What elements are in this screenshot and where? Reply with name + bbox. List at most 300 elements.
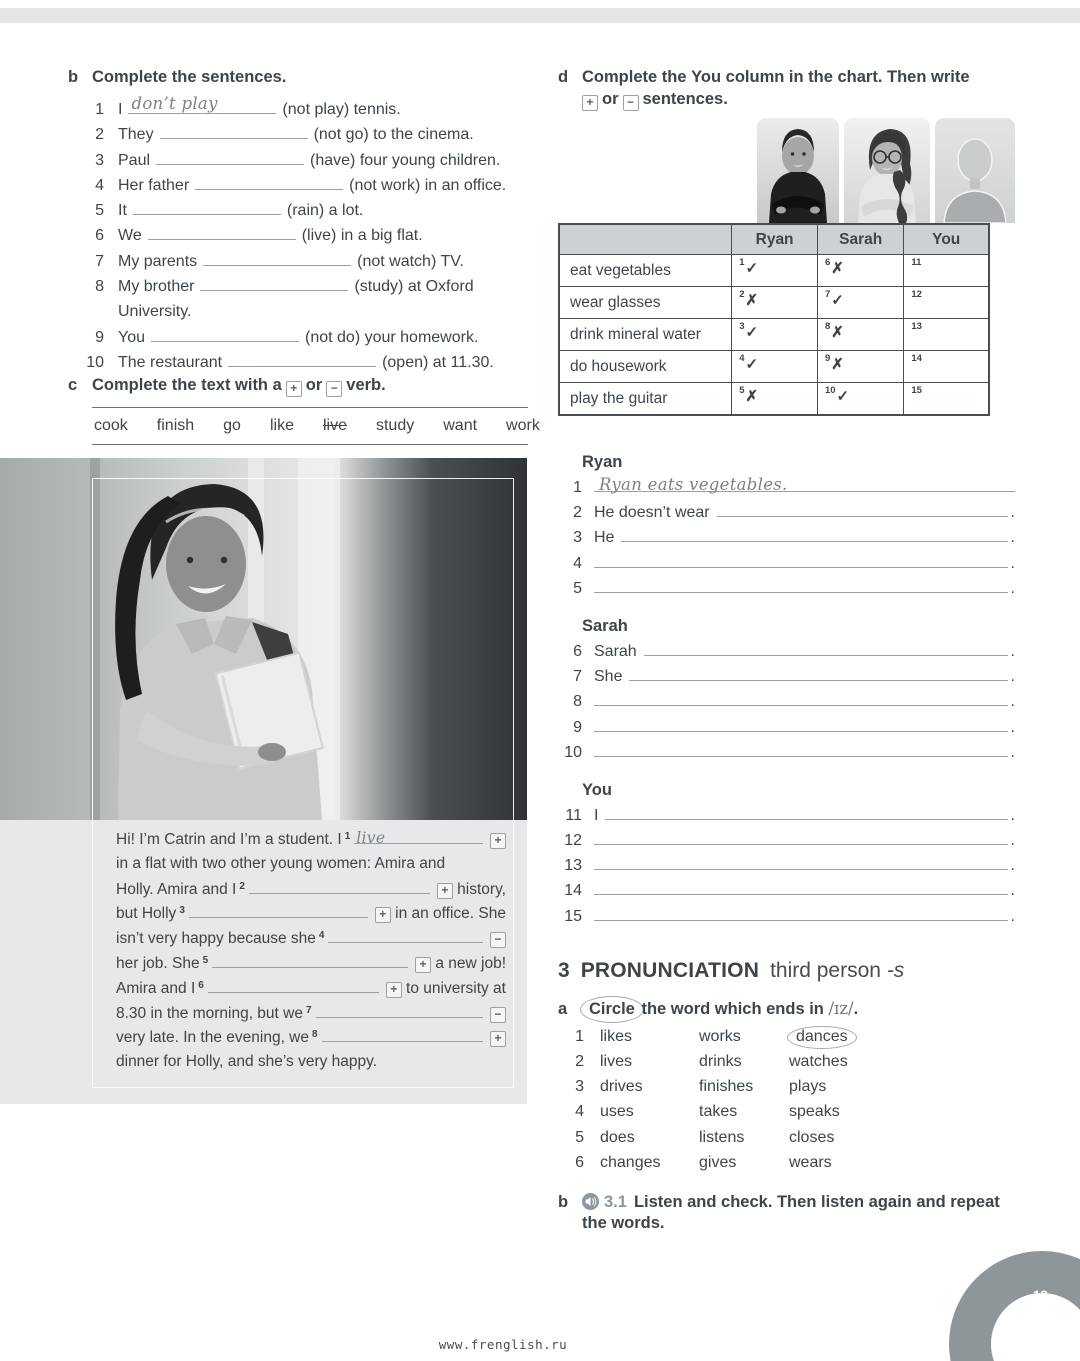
blank-number: 7: [305, 1004, 312, 1016]
pronunciation-word-rows: [558, 1028, 1015, 1179]
mark-number: 1: [739, 257, 745, 268]
section-3-heading: [558, 959, 1015, 983]
sentence-post: (rain) a lot.: [286, 202, 364, 220]
check-mark: ✓: [745, 260, 759, 278]
answer-blank[interactable]: [621, 528, 1007, 542]
sentence-pre: We: [118, 227, 142, 245]
check-mark: ✓: [745, 356, 759, 374]
answer-blank[interactable]: [594, 743, 1008, 757]
activity-cell: eat vegetables: [559, 255, 732, 287]
mark-number: 5: [739, 385, 745, 396]
answer-blank[interactable]: [594, 718, 1008, 732]
chart-photos-row: [558, 118, 1015, 223]
ryan-portrait-illustration: [757, 118, 839, 223]
answer-blank[interactable]: [156, 150, 304, 165]
paragraph-line: [116, 929, 506, 954]
answer-blank[interactable]: [151, 327, 299, 342]
table-row: [559, 383, 989, 416]
section-title: PRONUNCIATION: [580, 958, 760, 982]
footer-url: www.frenglish.ru: [438, 1337, 568, 1352]
mark-number: 8: [824, 321, 831, 332]
pronunciation-word[interactable]: [789, 1028, 1015, 1046]
sentence-post: (have) four young children.: [310, 151, 501, 169]
you-answer-cell[interactable]: [904, 319, 989, 351]
answer-blank[interactable]: [228, 352, 376, 367]
mark-cell: [732, 255, 818, 287]
answer-blank[interactable]: [594, 856, 1008, 870]
exercise-d-title-end: sentences.: [642, 90, 728, 108]
item-number: 8: [95, 278, 104, 296]
cross-mark: ✗: [831, 356, 844, 374]
mark-cell: [817, 287, 903, 319]
cross-mark: ✗: [831, 324, 844, 342]
paragraph-line: [116, 1004, 506, 1029]
check-mark: ✓: [831, 292, 844, 310]
paragraph-text: 8.30 in the morning, but we: [116, 1004, 303, 1022]
sentence-item: [558, 579, 1015, 604]
sentence-item: [68, 173, 528, 198]
exercise-c-label: c: [68, 376, 78, 394]
item-number: 6: [573, 642, 582, 660]
audio-speaker-icon[interactable]: [582, 1193, 599, 1210]
cross-mark: ✗: [745, 388, 759, 406]
answer-blank[interactable]: [354, 829, 483, 847]
mark-cell: [817, 255, 903, 287]
item-number: 3: [573, 529, 582, 547]
sentence-content: [118, 274, 528, 325]
sentence-item: [68, 249, 528, 274]
sentence-pre: My brother: [118, 278, 195, 296]
right-column: [558, 66, 1015, 1235]
item-number: 2: [573, 504, 582, 522]
photo-you-placeholder: [935, 118, 1015, 223]
handwritten-answer: live: [356, 829, 386, 847]
sentence-item: [68, 122, 528, 147]
exercise-d-title-pre: Complete the: [582, 68, 687, 86]
person-header-you: You: [904, 224, 989, 255]
answer-blank[interactable]: [189, 904, 368, 918]
sentence-end: .: [1010, 857, 1015, 875]
sentence-post: (not do) your homework.: [305, 328, 479, 346]
wordbank-word: like: [269, 417, 294, 434]
sentence-pre: She: [594, 668, 623, 686]
sentence-pre: Paul: [118, 151, 151, 169]
pronunciation-word[interactable]: closes: [789, 1128, 835, 1146]
item-number: 4: [95, 176, 104, 194]
mark-number: 15: [911, 385, 922, 396]
exercise-c-title-post: verb.: [346, 376, 386, 394]
exercise-b: [68, 66, 528, 375]
photo-ryan: [757, 118, 839, 223]
exercise-d-title: [582, 66, 970, 111]
plus-sign-box: +: [490, 1031, 506, 1047]
item-number: 7: [95, 252, 104, 270]
answer-blank[interactable]: [328, 929, 483, 943]
answer-blank[interactable]: [717, 503, 1008, 517]
section-subtitle: [770, 959, 904, 983]
blank-number: 8: [312, 1029, 318, 1041]
wordbank-word: work: [506, 417, 540, 434]
exercise-c-title: [92, 374, 386, 397]
sentence-end: .: [1010, 504, 1015, 522]
answer-blank[interactable]: [594, 475, 1015, 494]
sentence-pre: He doesn’t wear: [594, 504, 710, 522]
answer-blank[interactable]: [203, 251, 351, 266]
answer-blank[interactable]: [594, 554, 1008, 568]
activity-cell: drink mineral water: [559, 319, 732, 351]
you-answer-cell[interactable]: [904, 351, 989, 383]
paragraph-text: Amira and I: [116, 979, 196, 997]
blank-number: 4: [318, 930, 325, 942]
sentence-item: [68, 198, 528, 223]
wordbank-word: cook: [94, 417, 128, 434]
activity-cell: play the guitar: [559, 383, 732, 416]
pronunciation-word[interactable]: lives: [600, 1053, 633, 1070]
pronunciation-word[interactable]: gives: [699, 1153, 737, 1171]
sentence-item: [558, 667, 1015, 692]
sentence-post: (study) at Oxford University.: [118, 278, 474, 321]
item-number: 10: [86, 353, 104, 371]
wordbank-word: study: [375, 417, 415, 434]
wordbank-word: finish: [156, 417, 195, 434]
item-number: 3: [95, 151, 104, 169]
paragraph-text: Holly. Amira and I: [116, 880, 237, 898]
pronunciation-row: [558, 1078, 1015, 1103]
exercise-d-title-mid: or: [602, 90, 619, 108]
answer-blank[interactable]: [322, 1028, 483, 1042]
sentence-post: (not work) in an office.: [349, 176, 507, 194]
pronunciation-word[interactable]: drinks: [699, 1053, 742, 1070]
plus-sign-box: +: [375, 907, 391, 923]
pronunciation-row: [558, 1129, 1015, 1154]
circle-word: Circle: [580, 996, 644, 1023]
item-number: 4: [573, 554, 582, 572]
student-photo-illustration: [0, 458, 527, 820]
pronunciation-word[interactable]: wears: [789, 1153, 832, 1171]
sentence-pre: They: [118, 126, 154, 144]
item-number: 8: [573, 693, 582, 711]
person-header-sarah: Sarah: [817, 224, 903, 255]
blank-number: 1: [344, 831, 351, 842]
activity-header-cell: [559, 224, 732, 255]
paragraph-line: [116, 855, 506, 880]
exercise-d-label: d: [558, 68, 569, 86]
sentence-post: (not go) to the cinema.: [313, 126, 474, 144]
pronunciation-word[interactable]: drives: [600, 1078, 643, 1096]
answer-blank[interactable]: [594, 692, 1008, 706]
sentence-end: .: [1010, 907, 1015, 925]
exercise-3a-label: a: [558, 999, 568, 1018]
paragraph-line: [116, 979, 506, 1004]
sentence-pre: He: [594, 529, 615, 547]
exercise-c-title-pre: Complete the text with a: [92, 376, 282, 394]
item-number: 2: [575, 1053, 584, 1070]
sentence-item: [68, 223, 528, 248]
answer-blank[interactable]: [316, 1004, 483, 1018]
wordbank-word: live: [322, 417, 347, 434]
sentence-content: [118, 198, 528, 223]
sentence-pre: You: [118, 328, 145, 346]
paragraph-text: isn’t very happy because she: [116, 930, 316, 948]
mark-number: 2: [739, 289, 745, 300]
word-bank: [92, 407, 540, 445]
item-number: 9: [95, 328, 104, 346]
pronunciation-word[interactable]: takes: [699, 1103, 738, 1121]
sentence-end: .: [1010, 642, 1015, 660]
answer-blank[interactable]: [200, 276, 348, 291]
section-subtitle-suffix: -s: [886, 958, 905, 982]
exercise-b-label: b: [68, 68, 79, 86]
plus-sign-box: +: [386, 982, 402, 998]
sentence-item: [558, 831, 1015, 856]
sentence-end: .: [1010, 693, 1015, 711]
mark-number: 13: [911, 321, 922, 332]
answer-blank[interactable]: [128, 93, 276, 114]
sentence-end: .: [1010, 806, 1015, 824]
pronunciation-word[interactable]: does: [600, 1128, 635, 1146]
mark-cell: [732, 319, 818, 351]
exercise-d-title-line2: [582, 88, 970, 111]
sentence-content: [118, 173, 528, 198]
pronunciation-word[interactable]: likes: [600, 1027, 633, 1045]
paragraph-line: [116, 1028, 506, 1053]
sentence-pre: My parents: [118, 252, 198, 270]
activity-cell: wear glasses: [559, 287, 732, 319]
mark-number: 9: [824, 353, 831, 364]
page-number-ring: [949, 1251, 1080, 1361]
plus-sign-box: +: [437, 883, 453, 899]
group-heading: Sarah: [582, 616, 628, 635]
plus-sign-box: +: [490, 833, 506, 849]
exercise-3b-instruction: [582, 1192, 1015, 1235]
sentence-group-you: [558, 781, 1015, 932]
table-row: [559, 287, 989, 319]
paragraph-text: in a flat with two other young women: Amira and: [116, 854, 446, 872]
sentence-end: .: [1010, 579, 1015, 597]
answer-blank[interactable]: [594, 907, 1008, 921]
group-heading: You: [582, 780, 612, 799]
sentence-post: (not play) tennis.: [282, 101, 401, 118]
pronunciation-word[interactable]: uses: [600, 1103, 634, 1121]
you-answer-cell[interactable]: [904, 287, 989, 319]
paragraph-text: dinner for Holly, and she’s very happy.: [116, 1053, 378, 1071]
sentence-item: [68, 148, 528, 173]
exercise-d-title-line1: [582, 66, 970, 88]
pronunciation-word[interactable]: watches: [789, 1053, 848, 1070]
sentence-pre: It: [118, 202, 127, 220]
item-number: 5: [573, 579, 582, 597]
sentence-item: [558, 475, 1015, 503]
item-number: 1: [95, 101, 104, 118]
answer-blank[interactable]: [629, 667, 1007, 681]
paragraph-text: very late. In the evening, we: [116, 1029, 310, 1047]
blank-number: 6: [198, 979, 204, 991]
answer-blank[interactable]: [133, 200, 281, 215]
exercise-d-title-you: You: [691, 68, 722, 86]
sentence-item: [558, 718, 1015, 743]
check-mark: ✓: [745, 324, 759, 342]
sentence-item: [68, 274, 528, 325]
paragraph-line: [116, 830, 506, 855]
wordbank-word: go: [223, 417, 241, 434]
exercise-c-photo-block: [0, 458, 527, 1104]
item-number: 2: [95, 126, 104, 144]
sentence-post: (open) at 11.30.: [382, 353, 494, 371]
sentence-item: [558, 856, 1015, 881]
minus-sign-box: −: [490, 932, 506, 948]
item-number: 1: [573, 479, 582, 496]
pronunciation-word[interactable]: listens: [699, 1128, 745, 1146]
pronunciation-word[interactable]: works: [699, 1027, 741, 1045]
person-header-ryan: Ryan: [732, 224, 818, 255]
sentence-item: [558, 806, 1015, 831]
sentence-post: (live) in a big flat.: [301, 227, 423, 245]
mark-number: 14: [911, 353, 922, 364]
audio-track-number: 3.1: [604, 1192, 627, 1211]
item-number: 13: [564, 857, 582, 875]
sentence-pre: Sarah: [594, 642, 637, 660]
d-sentence-groups: [558, 453, 1015, 932]
exercise-b-title: Complete the sentences.: [92, 68, 287, 86]
mark-cell: [817, 383, 903, 416]
sentence-content: [118, 249, 528, 274]
answer-blank[interactable]: [594, 881, 1008, 895]
section-subtitle-text: third person: [770, 958, 881, 982]
sentence-pre: I: [594, 806, 599, 824]
sentence-content: [118, 122, 528, 147]
sentence-item: [558, 692, 1015, 717]
sentence-content: [118, 148, 528, 173]
you-answer-cell[interactable]: [904, 255, 989, 287]
pronunciation-word[interactable]: plays: [789, 1078, 827, 1096]
blank-number: 3: [179, 905, 185, 917]
exercise-b-items: [68, 93, 528, 375]
item-number: 7: [573, 668, 582, 686]
blank-number: 2: [239, 880, 245, 892]
paragraph-text: history,: [452, 880, 506, 898]
cross-mark: ✗: [831, 260, 844, 278]
item-number: 12: [564, 832, 582, 850]
section-number: 3: [558, 958, 570, 982]
exercise-c-paragraph: [116, 830, 506, 1078]
item-number: 6: [95, 227, 104, 245]
sentence-item: [68, 325, 528, 350]
student-photo: [0, 458, 527, 820]
item-number: 4: [575, 1103, 584, 1121]
answer-blank[interactable]: [148, 225, 296, 240]
item-number: 5: [575, 1128, 584, 1146]
chart-table-head: [559, 224, 989, 255]
pronunciation-row: [558, 1154, 1015, 1179]
exercise-3b-label: b: [558, 1192, 569, 1211]
sentence-post: (not watch) TV.: [357, 252, 464, 270]
answer-blank[interactable]: [195, 175, 343, 190]
sentence-end: .: [1010, 832, 1015, 850]
sentence-item: [68, 93, 528, 122]
sentence-item: [558, 743, 1015, 768]
paragraph-text: to university at: [401, 979, 506, 997]
mark-number: 4: [739, 353, 745, 364]
page-number: 19: [1033, 1288, 1049, 1303]
answer-blank[interactable]: [208, 979, 379, 993]
paragraph-line: [116, 954, 506, 979]
sentence-end: .: [1010, 882, 1015, 900]
minus-sign-box: −: [623, 95, 639, 111]
exercise-d-head: [558, 66, 1015, 111]
exercise-d-title-post: column in the chart. Then write: [725, 68, 970, 86]
exercise-3b-text: Listen and check. Then listen again and repeat the words.: [582, 1192, 1000, 1233]
paragraph-line: [116, 880, 506, 905]
chart-table-body: [559, 255, 989, 416]
answer-blank[interactable]: [249, 880, 430, 894]
exercise-c-text-panel: [0, 820, 527, 1104]
mark-cell: [817, 319, 903, 351]
item-number: 11: [565, 806, 582, 824]
sentence-content: [118, 223, 528, 248]
sentence-pre: Her father: [118, 176, 190, 194]
you-answer-cell[interactable]: [904, 383, 989, 416]
pronunciation-word[interactable]: speaks: [789, 1103, 840, 1121]
exercise-3a: [558, 998, 1015, 1179]
paragraph-text: Hi! I’m Catrin and I’m a student. I: [116, 831, 342, 848]
answer-blank[interactable]: [160, 124, 308, 139]
paragraph-text: her job. She: [116, 954, 200, 972]
sentence-content: [118, 93, 528, 122]
ipa-iz: /ɪz/: [828, 998, 854, 1018]
sentence-item: [558, 642, 1015, 667]
item-number: 3: [575, 1078, 584, 1096]
answer-blank[interactable]: [644, 642, 1008, 656]
sentence-item: [558, 554, 1015, 579]
answer-blank[interactable]: [594, 579, 1008, 593]
sentence-item: [558, 528, 1015, 553]
pronunciation-word[interactable]: changes: [600, 1153, 661, 1171]
sarah-portrait-illustration: [844, 118, 930, 223]
sentence-end: .: [1010, 554, 1015, 572]
item-number: 14: [564, 882, 582, 900]
item-number: 15: [564, 907, 582, 925]
table-row: [559, 255, 989, 287]
pronunciation-row: [558, 1103, 1015, 1128]
answer-blank[interactable]: [605, 806, 1007, 820]
answer-blank[interactable]: [594, 831, 1008, 845]
mark-number: 6: [824, 257, 831, 268]
mark-cell: [732, 287, 818, 319]
sentence-end: .: [1010, 743, 1015, 761]
exercise-3b: [558, 1192, 1015, 1235]
habits-chart-table: [558, 223, 990, 416]
answer-blank[interactable]: [212, 954, 408, 968]
blank-number: 5: [202, 954, 209, 966]
minus-sign-box: −: [326, 381, 342, 397]
item-number: 5: [95, 202, 104, 220]
you-silhouette-icon: [935, 118, 1015, 223]
sentence-group-ryan: [558, 453, 1015, 604]
group-heading: Ryan: [582, 453, 623, 471]
activity-cell: do housework: [559, 351, 732, 383]
photo-sarah: [844, 118, 930, 223]
item-number: 10: [564, 743, 582, 761]
plus-sign-box: +: [286, 381, 302, 397]
pronunciation-word[interactable]: finishes: [699, 1078, 754, 1096]
paragraph-text: but Holly: [116, 905, 177, 923]
plus-sign-box: +: [415, 957, 431, 973]
check-mark: ✓: [836, 388, 850, 406]
sentence-item: [558, 907, 1015, 932]
plus-sign-box: +: [582, 95, 598, 111]
table-row: [559, 351, 989, 383]
mark-number: 11: [911, 257, 922, 268]
